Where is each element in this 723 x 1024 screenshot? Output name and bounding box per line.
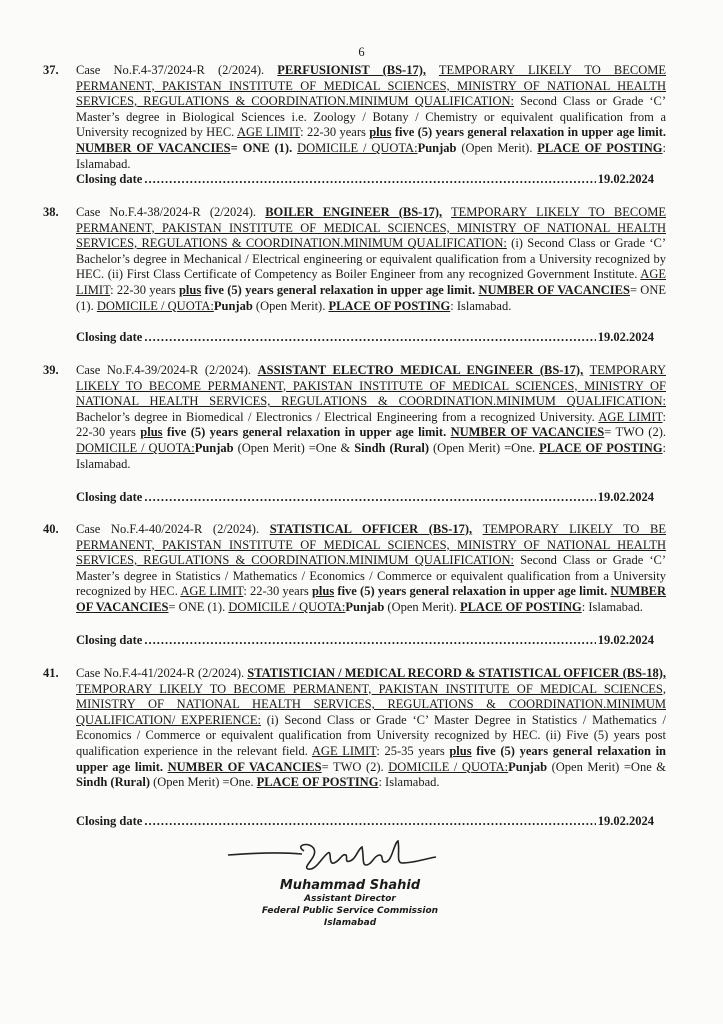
posting-text: : Islamabad. (581, 599, 643, 614)
closing-date-row (76, 490, 654, 506)
relaxation-text: five (5) years general relaxation in upper age limit. (337, 584, 608, 599)
closing-date-row (76, 172, 654, 188)
entry-text (76, 522, 666, 616)
vacancies-text: = ONE (1). (230, 140, 293, 155)
closing-date-label: Closing date (76, 490, 143, 504)
qualification-label: MINIMUM QUALIFICATION/ EXPERIENCE: (76, 697, 666, 727)
entry-number: 39. (43, 363, 59, 377)
age-limit-label: AGE LIMIT (236, 125, 301, 140)
closing-date-value: 19.02.2024 (597, 330, 654, 344)
closing-date-label: Closing date (76, 814, 143, 828)
post-title: ASSISTANT ELECTRO MEDICAL ENGINEER (BS-17), (257, 363, 584, 377)
vacancies-label: NUMBER OF VACANCIES (167, 759, 322, 774)
relaxation-text: five (5) years general relaxation in upper age limit. (166, 425, 447, 440)
organization: TEMPORARY LIKELY TO BECOME PERMANENT, PAKISTAN INSTITUTE OF MEDICAL SCIENCES, MINISTRY OF NATIONAL HEALTH SERVICES, REGULATIONS & COORDINATION. (76, 205, 666, 251)
age-limit-text: : 22-30 years (110, 282, 176, 297)
closing-date-value: 19.02.2024 (597, 490, 654, 504)
posting-label: PLACE OF POSTING (537, 140, 663, 155)
closing-date-value: 19.02.2024 (597, 633, 654, 647)
domicile-province-2: Sindh (Rural) (76, 775, 150, 790)
leader-dots (144, 172, 595, 188)
entry-number: 40. (43, 522, 59, 536)
entry-text (76, 666, 666, 791)
qualification-text: Bachelor’s degree in Biomedical / Electronics / Electrical Engineering from a recognized University. (76, 409, 595, 424)
age-limit-label: AGE LIMIT (180, 584, 244, 599)
relaxation-text: five (5) years general relaxation in upper age limit. (204, 282, 476, 297)
domicile-text-2: (Open Merit) =One. (153, 775, 254, 790)
domicile-label: DOMICILE / QUOTA: (297, 140, 418, 155)
post-title: BOILER ENGINEER (BS-17), (265, 205, 443, 219)
organization: TEMPORARY LIKELY TO BECOME PERMANENT, PAKISTAN INSTITUTE OF MEDICAL SCIENCES, MINISTRY OF NATIONAL HEALTH SERVICES, REGULATIONS & COORDINATION. (76, 63, 667, 109)
age-limit-label: AGE LIMIT (311, 743, 377, 758)
vacancies-label: NUMBER OF VACANCIES (76, 140, 231, 155)
signatory-city: Islamabad (323, 918, 377, 928)
closing-date-label: Closing date (76, 330, 143, 344)
closing-date-value: 19.02.2024 (597, 172, 654, 186)
plus-label: plus (449, 743, 472, 758)
leader-dots (144, 814, 595, 830)
entry-text (76, 363, 666, 472)
domicile-province: Punjab (508, 759, 548, 774)
case-number: Case No.F.4-40/2024-R (2/2024). (76, 522, 260, 536)
entry-number: 38. (43, 205, 59, 219)
posting-label: PLACE OF POSTING (256, 775, 379, 790)
domicile-label: DOMICILE / QUOTA: (76, 440, 195, 455)
qualification-label: MINIMUM QUALIFICATION: (343, 236, 507, 251)
signatory-name: Muhammad Shahid (279, 878, 421, 893)
signatory-block (255, 878, 445, 929)
leader-dots (144, 490, 595, 506)
age-limit-label: AGE LIMIT (76, 267, 666, 297)
vacancies-label: NUMBER OF VACANCIES (76, 584, 667, 614)
domicile-text: (Open Merit). (387, 599, 457, 614)
closing-date-row (76, 330, 654, 346)
organization: TEMPORARY LIKELY TO BE PERMANENT, PAKISTAN INSTITUTE OF MEDICAL SCIENCES, MINISTRY OF NATIONAL HEALTH SERVICES, REGULATIONS & COORDINATION. (76, 522, 666, 568)
qualification-label: MINIMUM QUALIFICATION: (348, 94, 514, 109)
qualification-text: Second Class or Grade ‘C’ Master’s degree in Biological Sciences i.e. Zoology / Botany / Chemistry or equivalent qualification from a University recognized by HEC. (76, 94, 667, 140)
closing-date-label: Closing date (76, 633, 143, 647)
leader-dots (144, 330, 595, 346)
age-limit-text: : 22-30 years (76, 409, 667, 440)
domicile-text: (Open Merit). (461, 140, 533, 155)
age-limit-text: : 22-30 years (243, 584, 309, 599)
plus-label: plus (140, 425, 163, 440)
signatory-designation: Assistant Director (304, 894, 396, 904)
relaxation-text: five (5) years general relaxation in upper age limit. (394, 125, 666, 140)
entry-text (76, 205, 666, 314)
vacancies-text: = ONE (1). (168, 599, 226, 614)
plus-label: plus (178, 282, 202, 297)
case-number: Case No.F.4-41/2024-R (2/2024). (76, 666, 245, 680)
plus-label: plus (369, 125, 392, 140)
vacancies-text: = ONE (1). (76, 282, 666, 313)
qualification-label: MINIMUM QUALIFICATION: (496, 394, 666, 409)
domicile-province: Punjab (213, 298, 253, 313)
qualification-text: (i) Second Class or Grade ‘C’ Master Degree in Statistics / Mathematics / Economics / Commerce or equivalent qualification from University recognized by HEC. (ii) Five (5) years post qualification experience in the relevant field. (76, 712, 666, 758)
domicile-province: Punjab (345, 599, 385, 614)
post-title: PERFUSIONIST (BS-17), (277, 63, 426, 77)
vacancies-text: = TWO (2). (321, 759, 384, 774)
case-number: Case No.F.4-39/2024-R (2/2024). (76, 363, 252, 377)
leader-dots (144, 633, 595, 649)
post-title: STATISTICAL OFFICER (BS-17), (269, 522, 473, 536)
organization: TEMPORARY LIKELY TO BECOME PERMANENT, PAKISTAN INSTITUTE OF MEDICAL SCIENCES, MINISTRY OF NATIONAL HEALTH SERVICES, REGULATIONS & COORDINATION. (76, 363, 667, 409)
entry-number: 41. (43, 666, 59, 680)
signatory-organization: Federal Public Service Commission (261, 906, 439, 916)
page-number: 6 (358, 45, 365, 59)
domicile-province: Punjab (194, 440, 234, 455)
organization: TEMPORARY LIKELY TO BECOME PERMANENT, PAKISTAN INSTITUTE OF MEDICAL SCIENCES, MINISTRY OF NATIONAL HEALTH SERVICES, REGULATIONS & COORDINATION. (76, 681, 666, 712)
age-limit-text: : 22-30 years (300, 125, 366, 140)
vacancies-text: = TWO (2). (604, 425, 666, 440)
qualification-label: MINIMUM QUALIFICATION: (348, 553, 514, 568)
domicile-province-2: Sindh (Rural) (354, 440, 430, 455)
closing-date-row (76, 633, 654, 649)
age-limit-label: AGE LIMIT (598, 409, 663, 424)
handwritten-signature (224, 835, 444, 884)
vacancies-label: NUMBER OF VACANCIES (478, 282, 630, 297)
case-number: Case No.F.4-37/2024-R (2/2024). (76, 63, 265, 77)
closing-date-label: Closing date (76, 172, 143, 186)
domicile-label: DOMICILE / QUOTA: (96, 298, 214, 313)
posting-text: : Islamabad. (378, 775, 440, 790)
entry-number: 37. (43, 63, 59, 77)
post-title: STATISTICIAN / MEDICAL RECORD & STATISTICAL OFFICER (BS-18), (247, 666, 667, 680)
age-limit-text: : 25-35 years (376, 743, 445, 758)
relaxation-text: five (5) years general relaxation in upper age limit. (76, 743, 667, 774)
qualification-text: Second Class or Grade ‘C’ Master’s degree in Statistics / Mathematics / Economics / Commerce or equivalent qualification from a University recognized by HEC. (76, 553, 667, 599)
posting-label: PLACE OF POSTING (539, 440, 663, 455)
posting-text: : Islamabad. (76, 140, 666, 171)
domicile-text-2: (Open Merit) =One. (433, 440, 536, 455)
vacancies-label: NUMBER OF VACANCIES (450, 425, 605, 440)
closing-date-row (76, 814, 654, 830)
domicile-text: (Open Merit) =One & (551, 759, 667, 774)
domicile-label: DOMICILE / QUOTA: (388, 759, 509, 774)
posting-text: : Islamabad. (76, 440, 667, 471)
domicile-label: DOMICILE / QUOTA: (228, 599, 346, 614)
domicile-text: (Open Merit). (255, 298, 326, 313)
entry-text (76, 63, 666, 172)
plus-label: plus (311, 584, 335, 599)
qualification-text: (i) Second Class or Grade ‘C’ Bachelor’s degree in Mechanical / Electrical engineering or equivalent qualification from a University recognized by HEC. (ii) First Class Certificate of Competency as Boiler Engineer from any recognized Government Institute. (76, 236, 667, 282)
posting-text: : Islamabad. (450, 298, 512, 313)
posting-label: PLACE OF POSTING (328, 298, 451, 313)
closing-date-value: 19.02.2024 (597, 814, 654, 828)
case-number: Case No.F.4-38/2024-R (2/2024). (76, 205, 257, 219)
domicile-province: Punjab (417, 140, 457, 155)
domicile-text: (Open Merit) =One & (237, 440, 351, 455)
posting-label: PLACE OF POSTING (459, 599, 582, 614)
